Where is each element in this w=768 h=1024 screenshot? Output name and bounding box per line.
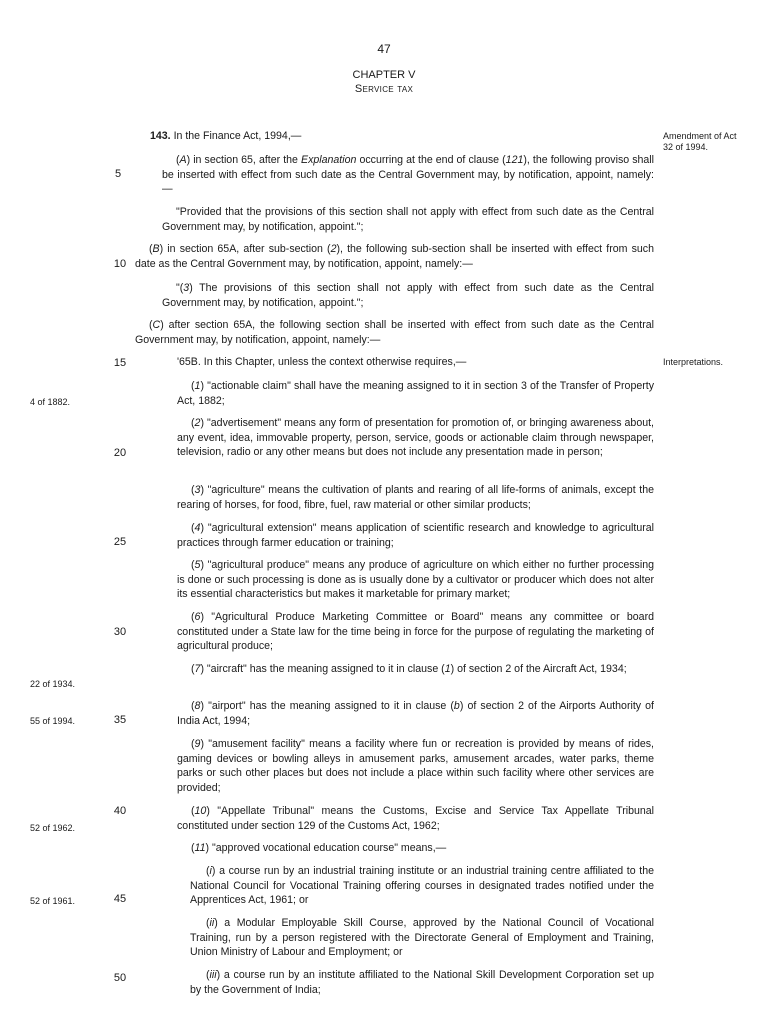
chapter-title: CHAPTER V xyxy=(352,69,416,81)
section-143: 143. In the Finance Act, 1994,— xyxy=(150,130,302,142)
definition-5: (5) "agricultural produce" means any produce of agriculture on which either no further processing is done or such processing is done as is usually done by a cultivator or producer which does not alter its essential characteristics but makes it marketable for primary market; xyxy=(177,559,654,601)
definition-4: (4) "agricultural extension" means application of scientific research and knowledge to agricultural practices through farmer education or training; xyxy=(177,522,654,549)
subclause-ii: (ii) a Modular Employable Skill Course, approved by the National Council of Vocational Training, run by a person registered with the Directorate General of Employment and Training, Union Ministry of Labour and Employment; or xyxy=(190,917,654,959)
line-number: 25 xyxy=(113,536,127,548)
subclause-i: (i) a course run by an industrial training institute or an industrial training centre affiliated to the National Council for Vocational Training offering courses in designated trades notified under the Apprentices Act, 1961; or xyxy=(190,865,654,907)
subclause-iii: (iii) a course run by an institute affiliated to the National Skill Development Corporation set up by the Government of India; xyxy=(190,969,654,996)
page-number: 47 xyxy=(377,42,391,56)
margin-note-1962: 52 of 1962. xyxy=(30,823,76,833)
proviso-text: "Provided that the provisions of this section shall not apply with effect from such date as the Central Government may, by notification, appoint."; xyxy=(162,206,654,233)
definition-10: (10) "Appellate Tribunal" means the Customs, Excise and Service Tax Appellate Tribunal constituted under section 129 of the Customs Act, 1962; xyxy=(177,805,654,832)
definition-6: (6) "Agricultural Produce Marketing Committee or Board" means any committee or board constituted under a State law for the time being in force for the purpose of regulating the marketing of agricultural produce; xyxy=(177,611,654,653)
margin-note-1961: 52 of 1961. xyxy=(30,896,76,906)
line-number: 10 xyxy=(113,258,127,270)
line-number: 40 xyxy=(113,805,127,817)
line-number: 45 xyxy=(113,893,127,905)
line-number: 5 xyxy=(114,168,122,180)
line-number: 50 xyxy=(113,972,127,984)
clause-b: (B) in section 65A, after sub-section (2), the following sub-section shall be inserted with effect from such date as the Central Government may, by notification, appoint, namely:— xyxy=(135,243,654,270)
subsection-3: "(3) The provisions of this section shall not apply with effect from such date as the Central Government may, by notification, appoint."; xyxy=(162,282,654,309)
clause-a: (A) in section 65, after the Explanation occurring at the end of clause (121), the following proviso shall be inserted with effect from such date as the Central Government may, by notification, appoint, namely:— xyxy=(162,154,654,196)
definition-3: (3) "agriculture" means the cultivation of plants and rearing of all life-forms of animals, except the rearing of horses, for food, fibre, fuel, raw material or other similar products; xyxy=(177,484,654,511)
definition-11: (11) "approved vocational education course" means,— xyxy=(191,842,447,854)
margin-note-1882: 4 of 1882. xyxy=(30,397,71,407)
definition-1: (1) "actionable claim" shall have the meaning assigned to it in section 3 of the Transfer of Property Act, 1882; xyxy=(177,380,654,407)
line-number: 35 xyxy=(113,714,127,726)
line-number: 30 xyxy=(113,626,127,638)
section-65B: '65B. In this Chapter, unless the context otherwise requires,— xyxy=(177,356,467,368)
definition-9: (9) "amusement facility" means a facility where fun or recreation is provided by means of rides, gaming devices or bowling alleys in amusement parks, amusement arcades, water parks, theme parks or such other places but does not include a place within such facility where other services are provided; xyxy=(177,738,654,794)
margin-note-amendment: Amendment of Act 32 of 1994. xyxy=(663,131,737,152)
margin-note-1994: 55 of 1994. xyxy=(30,716,76,726)
line-number: 15 xyxy=(113,357,127,369)
margin-note-1934: 22 of 1934. xyxy=(30,679,76,689)
clause-c: (C) after section 65A, the following section shall be inserted with effect from such date as the Central Government may, by notification, appoint, namely:— xyxy=(135,319,654,346)
definition-7: (7) "aircraft" has the meaning assigned to it in clause (1) of section 2 of the Aircraft Act, 1934; xyxy=(191,663,627,675)
chapter-subtitle: Service tax xyxy=(354,83,414,95)
chapter-heading xyxy=(0,68,768,96)
line-number: 20 xyxy=(113,447,127,459)
margin-note-interpretations: Interpretations. xyxy=(663,357,724,367)
definition-8: (8) "airport" has the meaning assigned to it in clause (b) of section 2 of the Airports Authority of India Act, 1994; xyxy=(177,700,654,727)
definition-2: (2) "advertisement" means any form of presentation for promotion of, or bringing awareness about, any event, idea, immovable property, person, service, goods or actionable claim through newspaper, television, radio or any other means but does not include any presentation made in person; xyxy=(177,417,654,459)
